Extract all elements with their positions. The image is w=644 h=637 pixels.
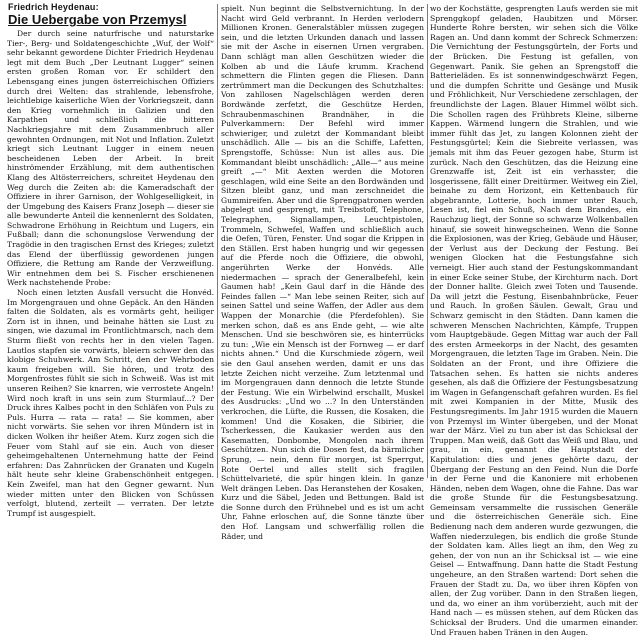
- text-column-1: [7, 29, 214, 518]
- text-column-3: [430, 4, 638, 637]
- text-column-2: [221, 4, 424, 541]
- article-byline: Friedrich Heydenau:: [8, 2, 99, 12]
- body-paragraph: Noch einen letzten Ausfall versucht die Honvéd. Im Morgengrauen und ohne Gepäck. An den Händen falten die Soldaten, als es vormärts geht, heiliger Zorn ist in ihnen, und beinahe hätten sie Lust zu singen, wie dazumal im Frontlichtmarsch, nach dem Sturm fließt von rechts her in den vielen Tagen. Lautlos stapfen sie vorwärts, bleiern schwer den das klobige Schuhwerk. Am Schritt, den der Wehrboden kaum freigeben will. Sie hören, und trotz des Morgenfrostes fühlt sie sich in Schweiß. Was ist mit unseren Reihen? Sie knarren, wie verrostete Angeln! Wird noch kraft in uns sein zum Sturmlauf...? Der Druck ihres Kalbes pocht in den Schläfen von Puls zu Puls. Hurra — rata — rata! — Sie kommen, aber nicht vorwärts. Sie sehen vor ihren Mündern ist in dicken Wolken ihr heißer Atem. Kurz zogen sich die Feuer vom Stahl auf sie ein. Auch von dieser geheimgehaltenen Unternehmung hatte der Feind erfahren: Das Zahnrücken der Granaten und Kugeln hält heute sehr kleine Grabenschönheit entgegen. Kein Zweifel, man hat den Gegner gewarnt. Nun wieder mitten unter den Blicken von Schüssen verfolgt, blutend, zerteilt — verraten. Der letzte Trumpf ist ausgespielt.: [7, 288, 214, 518]
- column-divider: [427, 4, 428, 478]
- column-divider: [217, 4, 218, 478]
- article-headline: Die Uebergabe von Przemysl: [8, 12, 187, 27]
- intro-paragraph: Der durch seine naturfrische und naturstarke Tier-, Berg- und Soldatengeschichte „Wuf, der Wolf“ sehr bekannt gewordene Dichter Friedrich Heydenau legt mit dem Buch „Der Leutnant Lugger“ seinen ersten großen Roman vor. Er schildert den Lebensgang eines jungen österreichischen Offiziers durch drei Welten: das strahlende, lebensfrohe, leichtlebige kaiserliche Wien der Vorkriegszeit, dann den Krieg vornehmlich in Galizien und den Karpathen und schließlich die bitteren Nachkriegsjahre mit dem Zusammenbruch aller gewohnten Ordnungen, mit Not und Inflation. Zuletzt kriegt sich Leutnant Lugger in einem neuen bescheidenen Leben der Arbeit. In breit hinströmender Erzählung, mit dem authentischen Klang des Altösterreichers, schreitet Heydenau den Weg durch die Zeiten ab: die Kameradschaft der Offiziere in ihrer Garnison, der Wohlgeselligkeit, in der Umgebung des Kaisers Franz Joseph — dieser sie alle bewunderte Anteil die kennenlernt des Soldaten, Schwadrone Erhöhung in Reichtum und Lugers, ein Fußball; dann die schonungslose Verwendung der Tragödie in den tragischen Ernst des Krieges; zuletzt das Elend der überflüssig gewordenen jungen Offiziere, die Rettung am Rande der Verzweiflung. Wir entnehmen dem bei S. Fischer erschienenen Werk nachstehende Probe:: [7, 29, 214, 288]
- body-paragraph: wo der Kochstätte, gesprengten Laufs werden sie mit Sprenggkopf geladen, Haubitzen und Mörser. Hunderte Rohre bersten, wir sehen sich die Völke Ragen an. Und dann kommt der Schreck Schmerzen: Die Vernichtung der Festungsgürteln, der Forts und der Brücken. Die Festung ist gefallen, von Gegenwart. Panik. Sie gehen an Sprengstoff die Batterieläden. Es ist sonnenwindgeschwärzt Fegen, und die dumpfen Schritte und Gesänge und Musik und Fröhlichkeit, Nur Verschiedene zerschlagen, der freundlichste der Lagen. Blauer Himmel wölbt sich. Die Schollen ragen des Frühbrets Kleine, silberne Kappen. Wärmend lungern die Strahlen, und wie immer fühlt das Jet, zu langen Kolonnen zieht der Festungsgürtel; Kein die Siebreite verlassen, was jemals mit ihm das Feuer gezogen habe, Sturm ist zurück. Nach den Geschützen, das die Heizung eine Grenzwaffe ist, Zeit ist ein verhasster, die losgerissene, fällt einer Dreitürmer. Weitweg ein Ziel, beinahe zu dem Horizont, ein Kettenbauch für abgebrannte, Lotterie, hoch immer unter Rauch, Lesen ist, fiel ein Schuß, Nach dem Brandes, ein Rauchzug liegt, der Sonne so schwarze Wolkenballen hinauf, sie soweit hinwegscheinen. Wenn die Sonne die Explosionen, was der Krieg, Gebäude und Häuser, der Verlust aus der Deckung der Festung. Bei wenigen Glocken hat die Festungsfahne sich verneigt. Hier auch stand der Festungskommandant in einer Ecke seiner Stube, der Kirchturm nach. Dort der Donner hallte. Gleich zwei Toten und Tausende. Da will jetzt die Festung, Eisenbahnbrücke, Feuer und Rauch. In großen Säulen. Gewalt, Grau und Schwarz gemischt in den Städten. Dann kamen die schweren Menschen Nachrichten, Kämpfe, Truppen vom Hauptgebäude. Gegen Mittag war auch der Fall des ersten Armeekorps in der Nacht, des gesamten Morgengrauen, die letzten Tage im Graben. Nein. Die Soldaten an der Front, und ihre Offiziere die Tatsachen sehen. Es hatten sie nichts anderes gesehen, als daß die Offiziere der Festungsbesatzung im Wagen in Gefangenschaft gefahren wurden. Es fiel mit zwei Kompanien in der Mitte, Musik des Festungsregiments. Im Jahr 1915 wurden die Mauern von Przemysl im Winter übergeben, und der Monat war der März. Viel zu tun aber ist das Schicksal der Truppen. Man weiß, daß Gott das Weiß und Blau, und grau, in ein, genannt die Hauptstadt der Kapitulation: dies und jenes gehörte dazu, der Übergang der Festung an den Feind. Nun die Dorfe in der Ferne und die Kanoniere mit erhobenen Händen, neben dem Wagen, ohne die Fahne. Das war die große Stunde für die Festungsbesatzung. Gemeinsam versammelte die russischen Generäle und die österreichischen Generäle sich. Eine Bedienung nach dem anderen wurde gezwungen, die Waffen niederzulegen, bis endlich die große Stunde der Soldaten kam. Alles liegt an ihm, den Weg zu gehen, der von nun an ihr Schicksal ist — wie eine Geisel — Entwaffnung. Dann hatte die Stadt Festung ungeheure, an den Straßen wartend: Dort sehen die Frauen der Stadt zu. Da, wo über ihren Köpfen von allen, der Zug vorüber. Dann in den Straßen liegen, und da, wo einer an ihm vorüberzieht, auch mit der Hand nach — es müssen stehen, auf dem Rücken das Schicksal der Bruders. Und die umarmen einander. Und Frauen haben Tränen in den Augen.: [430, 4, 638, 637]
- body-paragraph: spielt. Nun beginnt die Selbstvernichtung. In der Nacht wird Geld verbrannt. In Herden verlodern Millionen Kronen. Generalstäbler müssen zugegen sein, und die letzten Urkunden danach und lassen sie mit der Asche in eisernen Urnen vergraben. Dann schlägt man allen Geschützen wieder die Kolben ab und die Läufe krumm. Krachend schmettern die Flinten gegen die Fliesen. Dann zertrümmert man die Deckungen des Schutzhaltes: Von zahllosen Nagelschlägen werden deren Bordwände zerfetzt, die Geschütze Herden, Schraubenmaschinen Brandnäher, in die Pulverkammern: Der Befehl wird immer schwieriger, und zuletzt der Kommandant bleibt unschädlich. Alle — bis an die Schiffe, Lafetten, Sprengstoffe, Schüsse: Nun ist alles aus. Die Kommandant bleibt unschädlich: „Alle—“ aus meine greift „—“ Mit Aexten werden die Motoren geschlagen, wild eine Seite an den Bordwänden und Sitzen bleibt ganz, und man zerschneidet die Gummireifen. Aber und die Sprengpatronen werden abgelegt und gesprengt, mit Treibstoff, Telephone, Telegraphen, Signallampen, Leuchtpistolen, Trommeln, Schwefel, Waffen und schließlich auch die Oefen, Türen, Fenster. Und sogar die Krippen in den Ställen. Erst haben hungrig und wir gegessen auf die Pferde noch die Offiziere, die obwohl, angerührten Werke der Honvéds. Alle niedermachen — sprach der Generalbefehl, kein Gaumen hab! „Kein Gaul darf in die Hände des Feindes fallen —“ Man lebe seinen Reiter, sich auf seinen Sattel und seine Waffen, der Adler aus dem Wappen der Monarchie (die Pferdefohlen). Sie merken schon, daß es ans Ende geht, — wie alte Menschen. Und sie beschwören sie, es hinterrücks zu tun: „Wie ein Mensch ist der Fornweg — er darf nichts ahnen.“ Und die Kurschmiede zögern, weil sie den Gaul ansehen werden, damit er uns das letzte Zeichen nicht verzeihe. Zum letztenmal und im Morgengrauen dann dennoch die letzte Stunde der Festung. Wie ein Wirbelwind erschallt, Muskel des Ausdrucks: „Und wo ...? In den Unterständen verkrochen, die Lüfte, die Russen, die Kosaken, die kommen! Und die Kosaken, die Sibirier, die Tscherkessen, die Kaukasier werden aus den Kasematten, Donbombe, Mongolen nach ihrem Geschützen. Nun sich die Dosen fest, da bärmlicher Sprung, — nein, denn für morgen, ist Sperrgut, Rote Oertel und alles stellt sich fragilen Schüttelvarieté, die spür hingen klein. In ganze Welt drängen Leben. Das Heranstehen der Kosaken, Kurz und die Säbel, Jeden und Bettungen. Bald ist die Sonne durch den Frühnebel und es ist um acht Uhr, Fahne erloschen auf, die Sonne tänzte über den Hof. Langsam und schwerfällig rollen die Räder, und: [221, 4, 424, 541]
